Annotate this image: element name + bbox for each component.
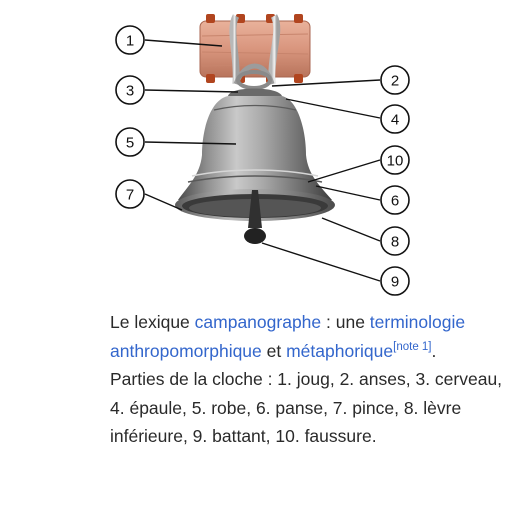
callout-7 [116, 180, 144, 208]
link-metaphorique[interactable]: métaphorique [286, 340, 394, 361]
caption-text: Le lexique [110, 312, 195, 332]
callout-4 [381, 105, 409, 133]
caption-intro [110, 308, 520, 365]
callout-8 [381, 227, 409, 255]
caption-text: et [261, 340, 287, 361]
svg-text:10: 10 [386, 152, 404, 170]
link-terminologie-anthropomorphique[interactable]: terminologie anthropomorphique [110, 312, 466, 361]
callout-9 [381, 267, 409, 295]
svg-text:3: 3 [125, 82, 135, 100]
caption-text: . [431, 340, 437, 361]
caption-text: : une [321, 312, 370, 332]
svg-text:8: 8 [390, 233, 400, 251]
callout-10 [381, 146, 409, 174]
callout-6 [381, 186, 409, 214]
svg-text:7: 7 [125, 186, 135, 204]
svg-text:5: 5 [125, 134, 135, 152]
link-campanographe[interactable]: campanographe [194, 312, 322, 332]
callout-1 [116, 26, 144, 54]
figure-caption [110, 308, 520, 451]
callout-3 [116, 76, 144, 104]
callout-5 [116, 128, 144, 156]
svg-text:6: 6 [390, 192, 400, 210]
callout-2 [381, 66, 409, 94]
note-1-reference[interactable]: [note 1] [393, 340, 432, 353]
svg-text:1: 1 [125, 32, 135, 50]
caption-parts: Parties de la cloche : 1. joug, 2. anses, 3. cerveau, 4. épaule, 5. robe, 6. panse, 7. pince, 8. lèvre inférieure, 9. battant, 10. faussure. [110, 369, 503, 446]
svg-text:9: 9 [390, 273, 400, 291]
svg-text:4: 4 [390, 111, 400, 129]
svg-text:2: 2 [390, 72, 400, 90]
